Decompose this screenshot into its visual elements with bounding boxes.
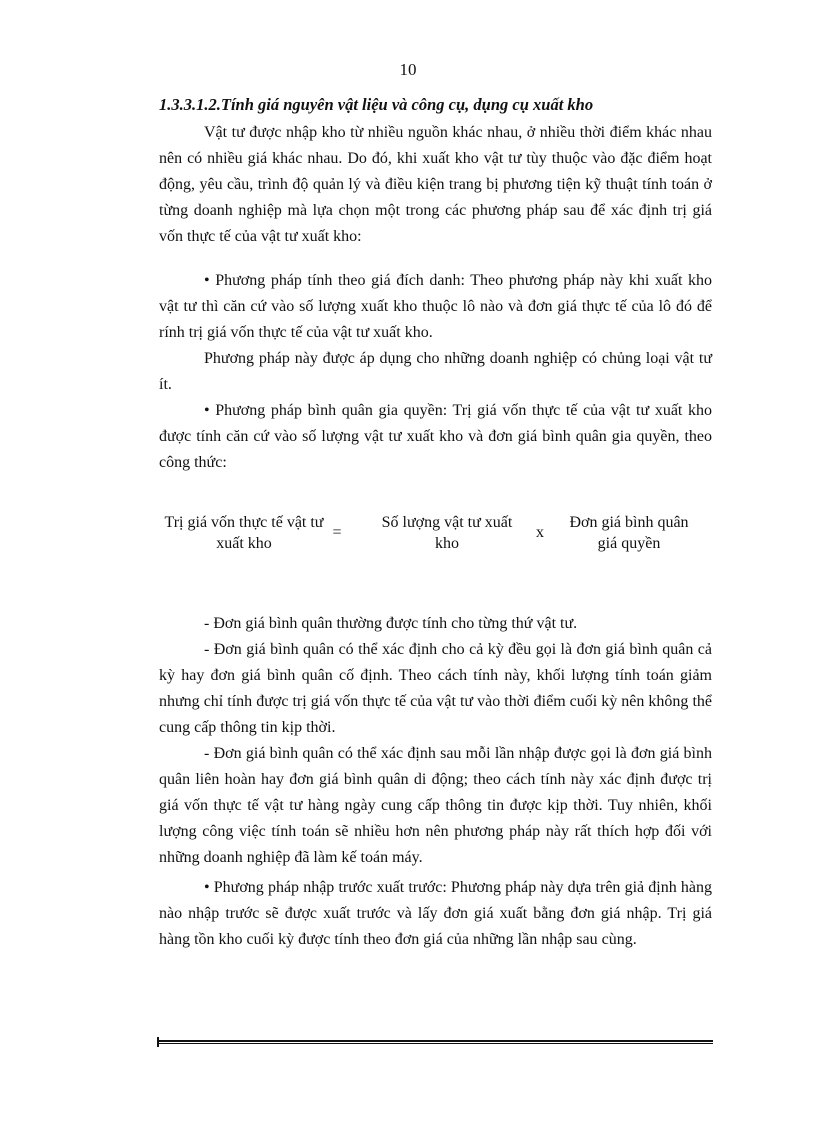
section-heading: 1.3.3.1.2.Tính giá nguyên vật liệu và công cụ, dụng cụ xuất kho bbox=[159, 95, 594, 114]
page-number: 10 bbox=[399, 60, 417, 79]
formula-equals-sign: = bbox=[332, 524, 342, 541]
paragraph-specific-identification: • Phương pháp tính theo giá đích danh: Theo phương pháp này khi xuất kho vật tư thì căn cứ vào số lượng xuất kho thuộc lô nào và đơn giá thực tế của lô đó để rính trị giá vốn thực tế của vật tư xuất kho. bbox=[159, 272, 712, 341]
paragraph-intro: Vật tư được nhập kho từ nhiều nguồn khác nhau, ở nhiều thời điểm khác nhau nên có nhiều giá khác nhau. Do đó, khi xuất kho vật tư tùy thuộc vào đặc điểm hoạt động, yêu cầu, trình độ quản lý và điều kiện trang bị phương tiện kỹ thuật tính toán ở từng doanh nghiệp mà lựa chọn một trong các phương pháp sau để xác định trị giá vốn thực tế của vật tư xuất kho: bbox=[159, 124, 712, 245]
paragraph-weighted-average: • Phương pháp bình quân gia quyền: Trị giá vốn thực tế của vật tư xuất kho được tính căn cứ vào số lượng vật tư xuất kho và đơn giá bình quân gia quyền, theo công thức: bbox=[159, 402, 712, 471]
footer-rule bbox=[157, 1037, 713, 1047]
paragraph-specific-identification-note: Phương pháp này được áp dụng cho những doanh nghiệp có chủng loại vật tư ít. bbox=[159, 350, 712, 393]
formula-left-term: Trị giá vốn thực tế vật tư xuất kho bbox=[164, 514, 324, 552]
page-content bbox=[159, 92, 712, 953]
paragraph-moving-average: - Đơn giá bình quân có thể xác định sau mỗi lần nhập được gọi là đơn giá bình quân liên hoàn hay đơn giá bình quân di động; theo cách tính này xác định được trị giá vốn thực tế vật tư hàng ngày cung cấp thông tin được kịp thời. Tuy nhiên, khối lượng công việc tính toán sẽ nhiều hơn nên phương pháp này rất thích hợp đối với những doanh nghiệp đã làm kế toán máy. bbox=[159, 745, 712, 866]
formula bbox=[159, 500, 712, 595]
paragraph-average-per-item: - Đơn giá bình quân thường được tính cho từng thứ vật tư. bbox=[204, 615, 578, 632]
formula-times-sign: x bbox=[536, 524, 544, 541]
formula-right-term: Đơn giá bình quân giá quyền bbox=[569, 514, 689, 552]
footer-rule-thick-line bbox=[157, 1040, 713, 1042]
paragraph-fifo: • Phương pháp nhập trước xuất trước: Phương pháp này dựa trên giả định hàng nào nhập trước sẽ được xuất trước và lấy đơn giá xuất bằng đơn giá nhập. Trị giá hàng tồn kho cuối kỳ được tính theo đơn giá của những lần nhập sau cùng. bbox=[159, 879, 712, 948]
footer-rule-thin-line bbox=[157, 1043, 713, 1044]
paragraph-period-average: - Đơn giá bình quân có thể xác định cho cả kỳ đều gọi là đơn giá bình quân cả kỳ hay đơn giá bình quân cố định. Theo cách tính này, khối lượng tính toán giảm nhưng chỉ tính được trị giá vốn thực tế của vật tư vào thời điểm cuối kỳ nên không thể cung cấp thông tin kịp thời. bbox=[159, 641, 712, 736]
formula-middle-term: Số lượng vật tư xuất kho bbox=[381, 514, 513, 552]
footer-rule-tick bbox=[157, 1037, 159, 1047]
